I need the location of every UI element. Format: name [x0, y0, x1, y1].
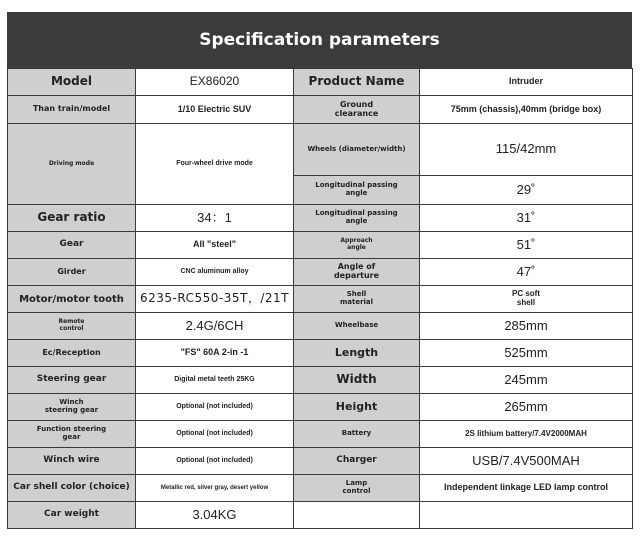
table-row	[8, 124, 633, 176]
spec-label: Steering gear	[8, 367, 136, 394]
spec-value: 265mm	[420, 394, 633, 421]
table-row	[8, 475, 633, 502]
spec-label: Angle of departure	[294, 259, 420, 286]
spec-label: Approach angle	[294, 232, 420, 259]
spec-value: Metallic red, silver gray, desert yellow	[136, 475, 294, 502]
spec-label: Battery	[294, 421, 420, 448]
spec-label: Car shell color (choice)	[8, 475, 136, 502]
table-row	[8, 96, 633, 124]
spec-value: 525mm	[420, 340, 633, 367]
spec-value: Independent linkage LED lamp control	[420, 475, 633, 502]
spec-value: 6235-RC550-35T，/21T	[136, 286, 294, 313]
spec-label: Charger	[294, 448, 420, 475]
spec-value: PC soft shell	[420, 286, 633, 313]
spec-label: Height	[294, 394, 420, 421]
spec-label: Winch wire	[8, 448, 136, 475]
spec-label: Winch steering gear	[8, 394, 136, 421]
spec-label: Function steering gear	[8, 421, 136, 448]
spec-value: 2S lithium battery/7.4V2000MAH	[420, 421, 633, 448]
table-row	[8, 69, 633, 96]
spec-value: All "steel"	[136, 232, 294, 259]
spec-value: 31˚	[420, 205, 633, 232]
spec-value: Intruder	[420, 69, 633, 96]
table-row	[8, 421, 633, 448]
spec-value: 47˚	[420, 259, 633, 286]
table-row	[8, 286, 633, 313]
spec-value: Optional (not included)	[136, 448, 294, 475]
table-row	[8, 259, 633, 286]
spec-value: "FS" 60A 2-in -1	[136, 340, 294, 367]
spec-value: 29˚	[420, 176, 633, 205]
spec-title-bar	[7, 12, 632, 68]
spec-label: Girder	[8, 259, 136, 286]
spec-value: 285mm	[420, 313, 633, 340]
spec-value: 115/42mm	[420, 124, 633, 176]
spec-label: Gear ratio	[8, 205, 136, 232]
spec-label: Width	[294, 367, 420, 394]
spec-label: Longitudinal passing angle	[294, 205, 420, 232]
table-row	[8, 367, 633, 394]
empty-cell	[294, 502, 420, 529]
spec-label: Wheelbase	[294, 313, 420, 340]
spec-value: Four-wheel drive mode	[136, 124, 294, 205]
spec-value: 3.04KG	[136, 502, 294, 529]
spec-value: 1/10 Electric SUV	[136, 96, 294, 124]
table-row	[8, 313, 633, 340]
spec-label: Car weight	[8, 502, 136, 529]
spec-value: EX86020	[136, 69, 294, 96]
spec-label: Longitudinal passing angle	[294, 176, 420, 205]
spec-value: Optional (not included)	[136, 394, 294, 421]
table-row	[8, 502, 633, 529]
spec-label: Driving mode	[8, 124, 136, 205]
spec-label: Length	[294, 340, 420, 367]
spec-label: Model	[8, 69, 136, 96]
spec-value: 2.4G/6CH	[136, 313, 294, 340]
spec-label: Remote control	[8, 313, 136, 340]
spec-value: 75mm (chassis),40mm (bridge box)	[420, 96, 633, 124]
spec-value: 51˚	[420, 232, 633, 259]
table-row	[8, 205, 633, 232]
spec-value: USB/7.4V500MAH	[420, 448, 633, 475]
spec-label: Wheels (diameter/width)	[294, 124, 420, 176]
spec-value: 34：1	[136, 205, 294, 232]
spec-value: CNC aluminum alloy	[136, 259, 294, 286]
table-row	[8, 394, 633, 421]
spec-label: Than train/model	[8, 96, 136, 124]
spec-label: Ec/Reception	[8, 340, 136, 367]
spec-label: Ground clearance	[294, 96, 420, 124]
page-title: Specification parameters	[199, 30, 440, 50]
spec-table	[7, 68, 633, 529]
spec-label: Motor/motor tooth	[8, 286, 136, 313]
spec-label: Gear	[8, 232, 136, 259]
table-row	[8, 232, 633, 259]
spec-label: Lamp control	[294, 475, 420, 502]
spec-value: Optional (not included)	[136, 421, 294, 448]
spec-value: 245mm	[420, 367, 633, 394]
spec-label: Shell material	[294, 286, 420, 313]
spec-label: Product Name	[294, 69, 420, 96]
spec-value: Digital metal teeth 25KG	[136, 367, 294, 394]
table-row	[8, 448, 633, 475]
empty-cell	[420, 502, 633, 529]
table-row	[8, 340, 633, 367]
